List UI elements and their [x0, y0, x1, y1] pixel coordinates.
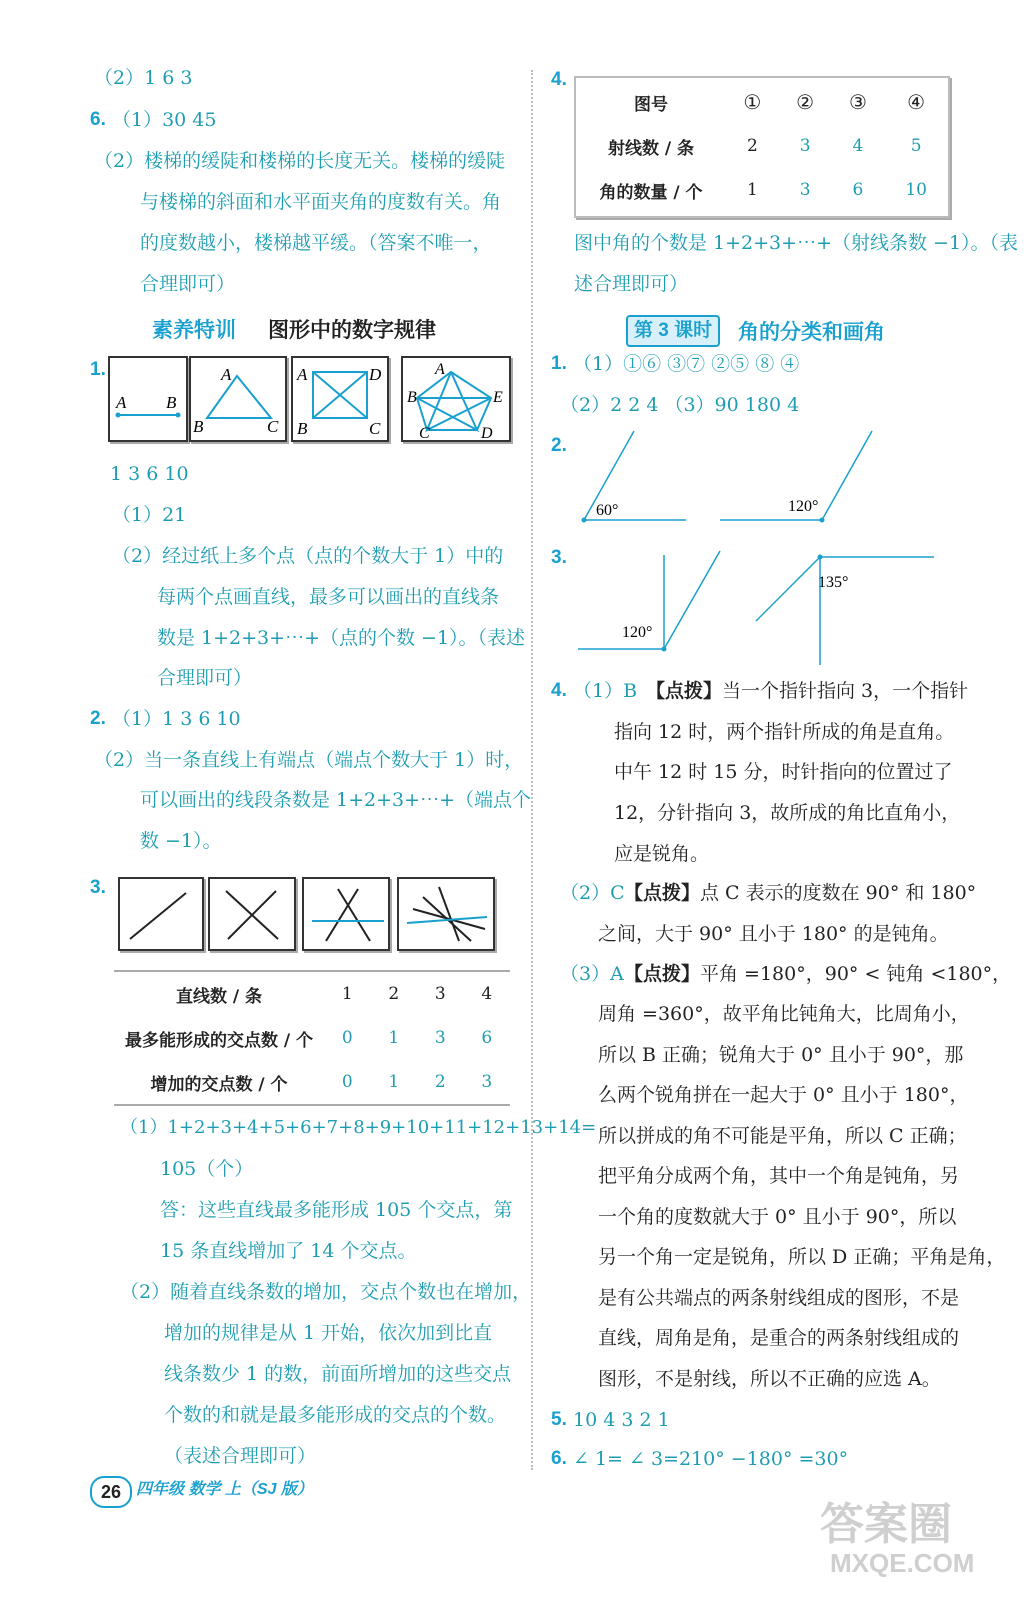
section-label: 素养特训	[152, 319, 236, 342]
table-cell: 3	[799, 180, 811, 200]
lesson-title: 角的分类和画角	[738, 321, 885, 344]
answer-line: 直线，周角是角，是重合的两条射线组成的	[598, 1327, 960, 1349]
triangle-diagram	[191, 358, 285, 440]
answer-line: 中午 12 时 15 分，时针指向的位置过了	[614, 761, 953, 783]
figure-two-points	[108, 356, 188, 442]
answer-line: 10 4 3 2 1	[573, 1409, 670, 1431]
point-label: B	[407, 389, 417, 406]
answer-line: 周角 =360°，故平角比钝角大，比周角小，	[598, 1003, 970, 1025]
answer-line: （2）1 6 3	[94, 67, 193, 89]
figure-four-points	[291, 356, 389, 442]
pentagon-diagram	[403, 358, 509, 440]
answer-line: （1）1 3 6 10	[112, 708, 241, 730]
answer-line: 线条数少 1 的数，前面所增加的这些交点	[164, 1363, 512, 1385]
answer-line: 1 3 6 10	[110, 463, 189, 485]
page-number: 26	[90, 1476, 132, 1508]
answer-line: 把平角分成两个角，其中一个角是钝角，另	[598, 1165, 960, 1187]
table-row	[576, 124, 948, 168]
point-label: C	[419, 425, 430, 440]
answer-line: 另一个角一定是锐角，所以 D 正确；平角是角，	[598, 1246, 1006, 1268]
table-cell: 5	[910, 136, 922, 156]
answer-line: （2）随着直线条数的增加，交点个数也在增加，	[120, 1281, 532, 1303]
answer-line: 所以 B 正确；锐角大于 0° 且小于 90°，那	[598, 1044, 964, 1066]
answer-line: （1）①⑥ ③⑦ ②⑤ ⑧ ④	[573, 353, 800, 375]
table-cell: 1	[388, 1028, 400, 1048]
answer-line: 图中角的个数是 1+2+3+⋯+（射线条数 −1）。（表	[574, 232, 1019, 254]
table-cell: 0	[341, 1028, 353, 1048]
point-label: B	[193, 417, 204, 436]
answer-line: （2）当一条直线上有端点（端点个数大于 1）时，	[94, 749, 524, 771]
angle-label: 60°	[596, 502, 619, 519]
table-header-cell: 最多能形成的交点数 / 个	[124, 1030, 314, 1051]
answer-line: 数 −1）。	[140, 830, 222, 852]
watermark-url: MXQE.COM	[830, 1548, 975, 1578]
question-number: 6.	[90, 109, 106, 130]
angle-label: 120°	[788, 498, 819, 515]
answer-line: （3）A	[560, 963, 624, 985]
table-cell: 1	[341, 984, 353, 1004]
answer-line: （2）楼梯的缓陡和楼梯的长度无关。楼梯的缓陡	[94, 150, 506, 172]
table-cell: 4	[852, 136, 864, 156]
table-cell: 3	[799, 136, 811, 156]
lines-figure-3	[302, 877, 390, 951]
answer-line: 一个角的度数就大于 0° 且小于 90°，所以	[598, 1206, 957, 1228]
question-number: 3.	[90, 877, 106, 898]
tip-label: 【点拨】	[624, 963, 701, 985]
answer-line: （表述合理即可）	[164, 1445, 317, 1467]
answer-line: 答：这些直线最多能形成 105 个交点，第	[160, 1199, 513, 1221]
question-number: 1.	[551, 353, 567, 374]
table-cell: ③	[848, 90, 867, 114]
point-label: B	[297, 419, 308, 438]
point-label: A	[435, 361, 445, 378]
tip-label: 【点拨】	[624, 882, 701, 904]
angle-drawings-q3	[570, 545, 950, 670]
table-row	[576, 80, 948, 124]
answer-line: ∠ 1= ∠ 3=210° −180° =30°	[573, 1448, 849, 1470]
answer-line: 与楼梯的斜面和水平面夹角的度数有关。角	[140, 191, 502, 213]
figure-five-points	[401, 356, 511, 442]
answer-line: 述合理即可）	[574, 273, 689, 295]
answer-line: 15 条直线增加了 14 个交点。	[160, 1240, 417, 1262]
table-header-cell: 直线数 / 条	[175, 986, 263, 1007]
rays-table-box	[574, 76, 950, 218]
answer-line: 12，分针指向 3，故所成的角比直角小，	[614, 802, 961, 824]
column-divider	[531, 70, 533, 1470]
table-row	[114, 972, 510, 1016]
question-number: 1.	[90, 359, 106, 380]
lines-figure-1	[118, 877, 204, 951]
answer-line: 可以画出的线段条数是 1+2+3+⋯+（端点个	[140, 789, 531, 811]
question-number: 4.	[551, 680, 567, 701]
table-cell: 3	[481, 1072, 493, 1092]
answer-line: 指向 12 时，两个指针所成的角是直角。	[614, 721, 955, 743]
table-cell: 3	[434, 984, 446, 1004]
answer-line: （1）B	[573, 680, 638, 702]
table-cell: ②	[796, 90, 815, 114]
answer-line: 合理即可）	[140, 273, 236, 295]
answer-line: （1）30 45	[112, 109, 217, 131]
answer-line: 平角 =180°，90° < 钝角 <180°，	[700, 963, 1012, 985]
answer-line: 105（个）	[160, 1158, 254, 1180]
table-row	[114, 1016, 510, 1060]
angle-label: 120°	[622, 624, 653, 641]
tip-label: 【点拨】	[646, 680, 723, 702]
section-title: 图形中的数字规律	[268, 319, 436, 342]
answer-line: 增加的规律是从 1 开始，依次加到比直	[164, 1322, 493, 1344]
answer-line: （2）经过纸上多个点（点的个数大于 1）中的	[112, 545, 504, 567]
question-number: 2.	[90, 708, 106, 729]
table-cell: 6	[852, 180, 864, 200]
answer-line: 每两个点画直线，最多可以画出的直线条	[157, 586, 500, 608]
table-cell: 10	[905, 180, 927, 200]
table-header-cell: 角的数量 / 个	[599, 182, 703, 203]
point-label: B	[166, 393, 177, 412]
answer-line: （2）C	[560, 882, 625, 904]
table-cell: ①	[743, 90, 762, 114]
question-number: 4.	[551, 69, 567, 90]
table-cell: 4	[481, 984, 493, 1004]
table-header-cell: 射线数 / 条	[607, 138, 695, 159]
answer-line: 点 C 表示的度数在 90° 和 180°	[700, 882, 977, 904]
table-cell: 2	[746, 136, 758, 156]
table-cell: 0	[341, 1072, 353, 1092]
answer-line: 合理即可）	[157, 667, 253, 689]
table-row	[576, 168, 948, 212]
table-row	[114, 1060, 510, 1104]
intersection-table	[114, 972, 510, 1104]
answer-line: 当一个指针指向 3，一个指针	[722, 680, 969, 702]
square-diagram	[293, 358, 387, 440]
table-cell: 1	[388, 1072, 400, 1092]
point-label: A	[221, 365, 232, 384]
table-cell: 3	[434, 1028, 446, 1048]
point-label: A	[297, 365, 308, 384]
question-number: 5.	[551, 1409, 567, 1430]
watermark-logo: 答案圈	[820, 1500, 952, 1549]
lesson-tag: 第 3 课时	[626, 315, 720, 347]
point-label: A	[116, 393, 127, 412]
point-label: E	[493, 389, 503, 406]
answer-line: 图形，不是射线，所以不正确的应选 A。	[598, 1368, 941, 1390]
table-bottom-border	[114, 1104, 510, 1106]
table-header-cell: 图号	[634, 94, 668, 115]
answer-line: 所以拼成的角不可能是平角，所以 C 正确；	[598, 1125, 967, 1147]
answer-line: （1）21	[112, 504, 187, 526]
answer-line: （2）2 2 4 （3）90 180 4	[560, 394, 800, 416]
question-number: 2.	[551, 435, 567, 456]
lines-figure-4	[397, 877, 495, 951]
point-label: D	[481, 425, 493, 440]
line-diagram	[110, 358, 186, 440]
point-label: D	[369, 365, 382, 384]
answer-line: （1）1+2+3+4+5+6+7+8+9+10+11+12+13+14=	[120, 1117, 597, 1138]
table-header-cell: 增加的交点数 / 个	[150, 1074, 288, 1095]
answer-line: 是有公共端点的两条射线组成的图形，不是	[598, 1287, 960, 1309]
table-cell: 2	[434, 1072, 446, 1092]
answer-line: 之间，大于 90° 且小于 180° 的是钝角。	[598, 923, 949, 945]
footer-brand: 四年级 数学 上（SJ 版）	[136, 1481, 313, 1498]
table-cell: 2	[388, 984, 400, 1004]
answer-line: 么两个锐角拼在一起大于 0° 且小于 180°，	[598, 1084, 969, 1106]
table-cell: ④	[907, 90, 926, 114]
rays-table	[576, 80, 948, 212]
question-number: 6.	[551, 1448, 567, 1469]
question-number: 3.	[551, 547, 567, 568]
answer-line: 的度数越小，楼梯越平缓。（答案不唯一，	[140, 232, 492, 254]
point-label: C	[369, 419, 381, 438]
table-cell: 6	[481, 1028, 493, 1048]
angle-label: 135°	[818, 574, 849, 591]
figure-three-points	[189, 356, 287, 442]
answer-line: 数是 1+2+3+⋯+（点的个数 −1）。（表述	[157, 627, 526, 649]
table-cell: 1	[746, 180, 758, 200]
angle-drawings-q2	[570, 425, 890, 530]
answer-line: 个数的和就是最多能形成的交点的个数。	[164, 1404, 507, 1426]
lines-figure-2	[208, 877, 296, 951]
answer-line: 应是锐角。	[614, 843, 710, 865]
point-label: C	[267, 417, 279, 436]
